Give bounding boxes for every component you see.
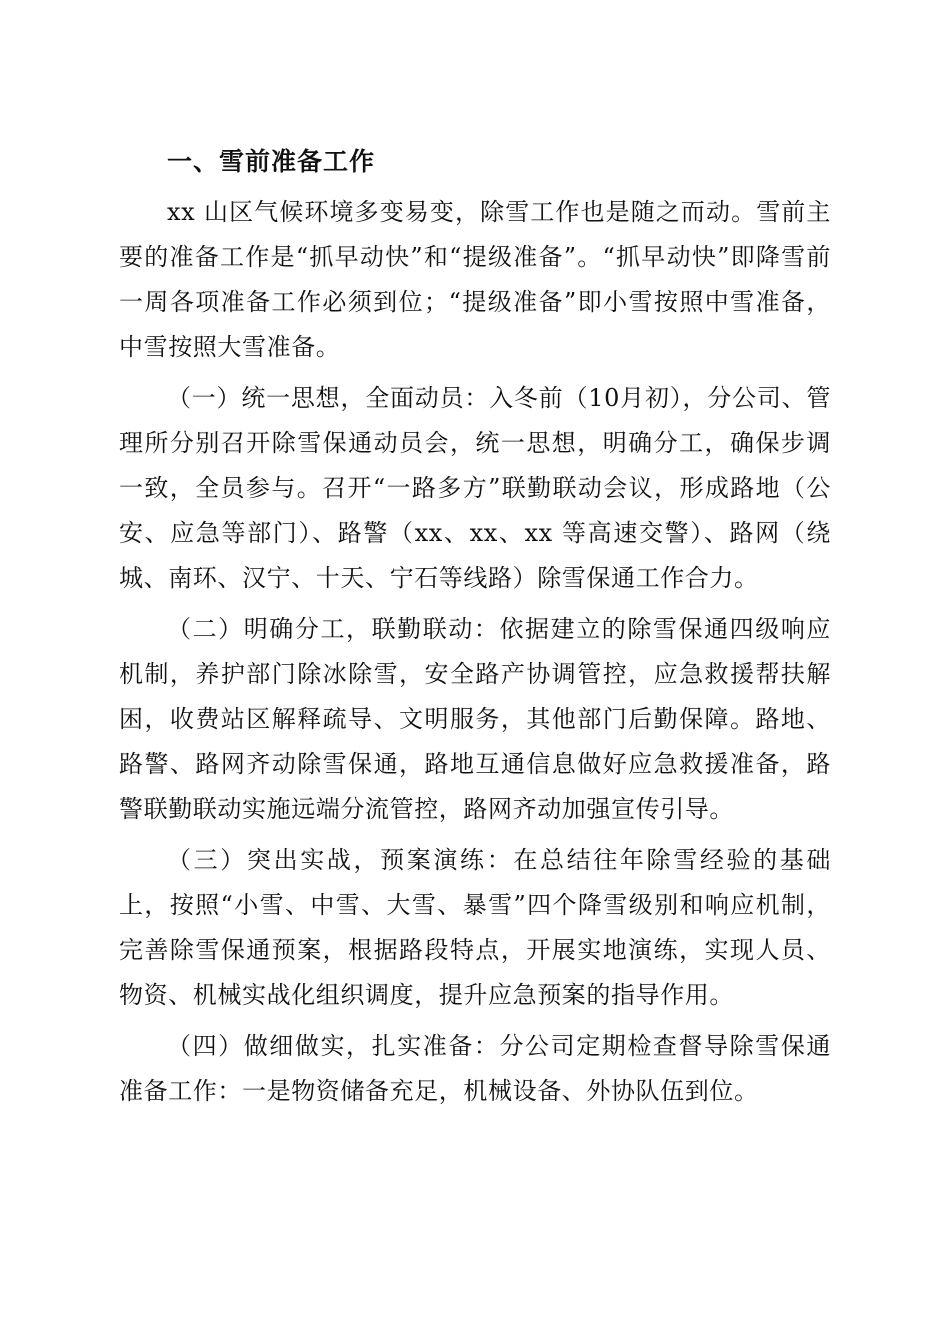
paragraph-division-of-labor: （二）明确分工，联勤联动：依据建立的除雪保通四级响应机制，养护部门除冰除雪，安全路产协调管控，应急救援帮扶解困，收费站区解释疏导、文明服务，其他部门后勤保障。路地、路警、路网齐动除雪保通，路地互通信息做好应急救援准备，路警联勤联动实施远端分流管控，路网齐动加强宣传引导。 xyxy=(119,615,831,823)
paragraph-intro: xx 山区气候环境多变易变，除雪工作也是随之而动。雪前主要的准备工作是“抓早动快”和“提级准备”。“抓早动快”即降雪前一周各项准备工作必须到位；“提级准备”即小雪按照中雪准备，中雪按照大雪准备。 xyxy=(119,198,831,361)
section-heading: 一、雪前准备工作 xyxy=(167,147,376,176)
paragraph-drills: （三）突出实战，预案演练：在总结往年除雪经验的基础上，按照“小雪、中雪、大雪、暴雪”四个降雪级别和响应机制，完善除雪保通预案，根据路段特点，开展实地演练，实现人员、物资、机械实战化组织调度，提升应急预案的指导作用。 xyxy=(119,846,831,1009)
paragraph-mobilization: （一）统一思想，全面动员：入冬前（10月初），分公司、管理所分别召开除雪保通动员会，统一思想，明确分工，确保步调一致，全员参与。召开“一路多方”联勤联动会议，形成路地（公安、应急等部门）、路警（xx、xx、xx 等高速交警）、路网（绕城、南环、汉宁、十天、宁石等线路）除雪保通工作合力。 xyxy=(119,384,831,592)
document-body xyxy=(119,140,831,1114)
paragraph-preparation: （四）做细做实，扎实准备：分公司定期检查督导除雪保通准备工作：一是物资储备充足，机械设备、外协队伍到位。 xyxy=(119,1032,831,1105)
